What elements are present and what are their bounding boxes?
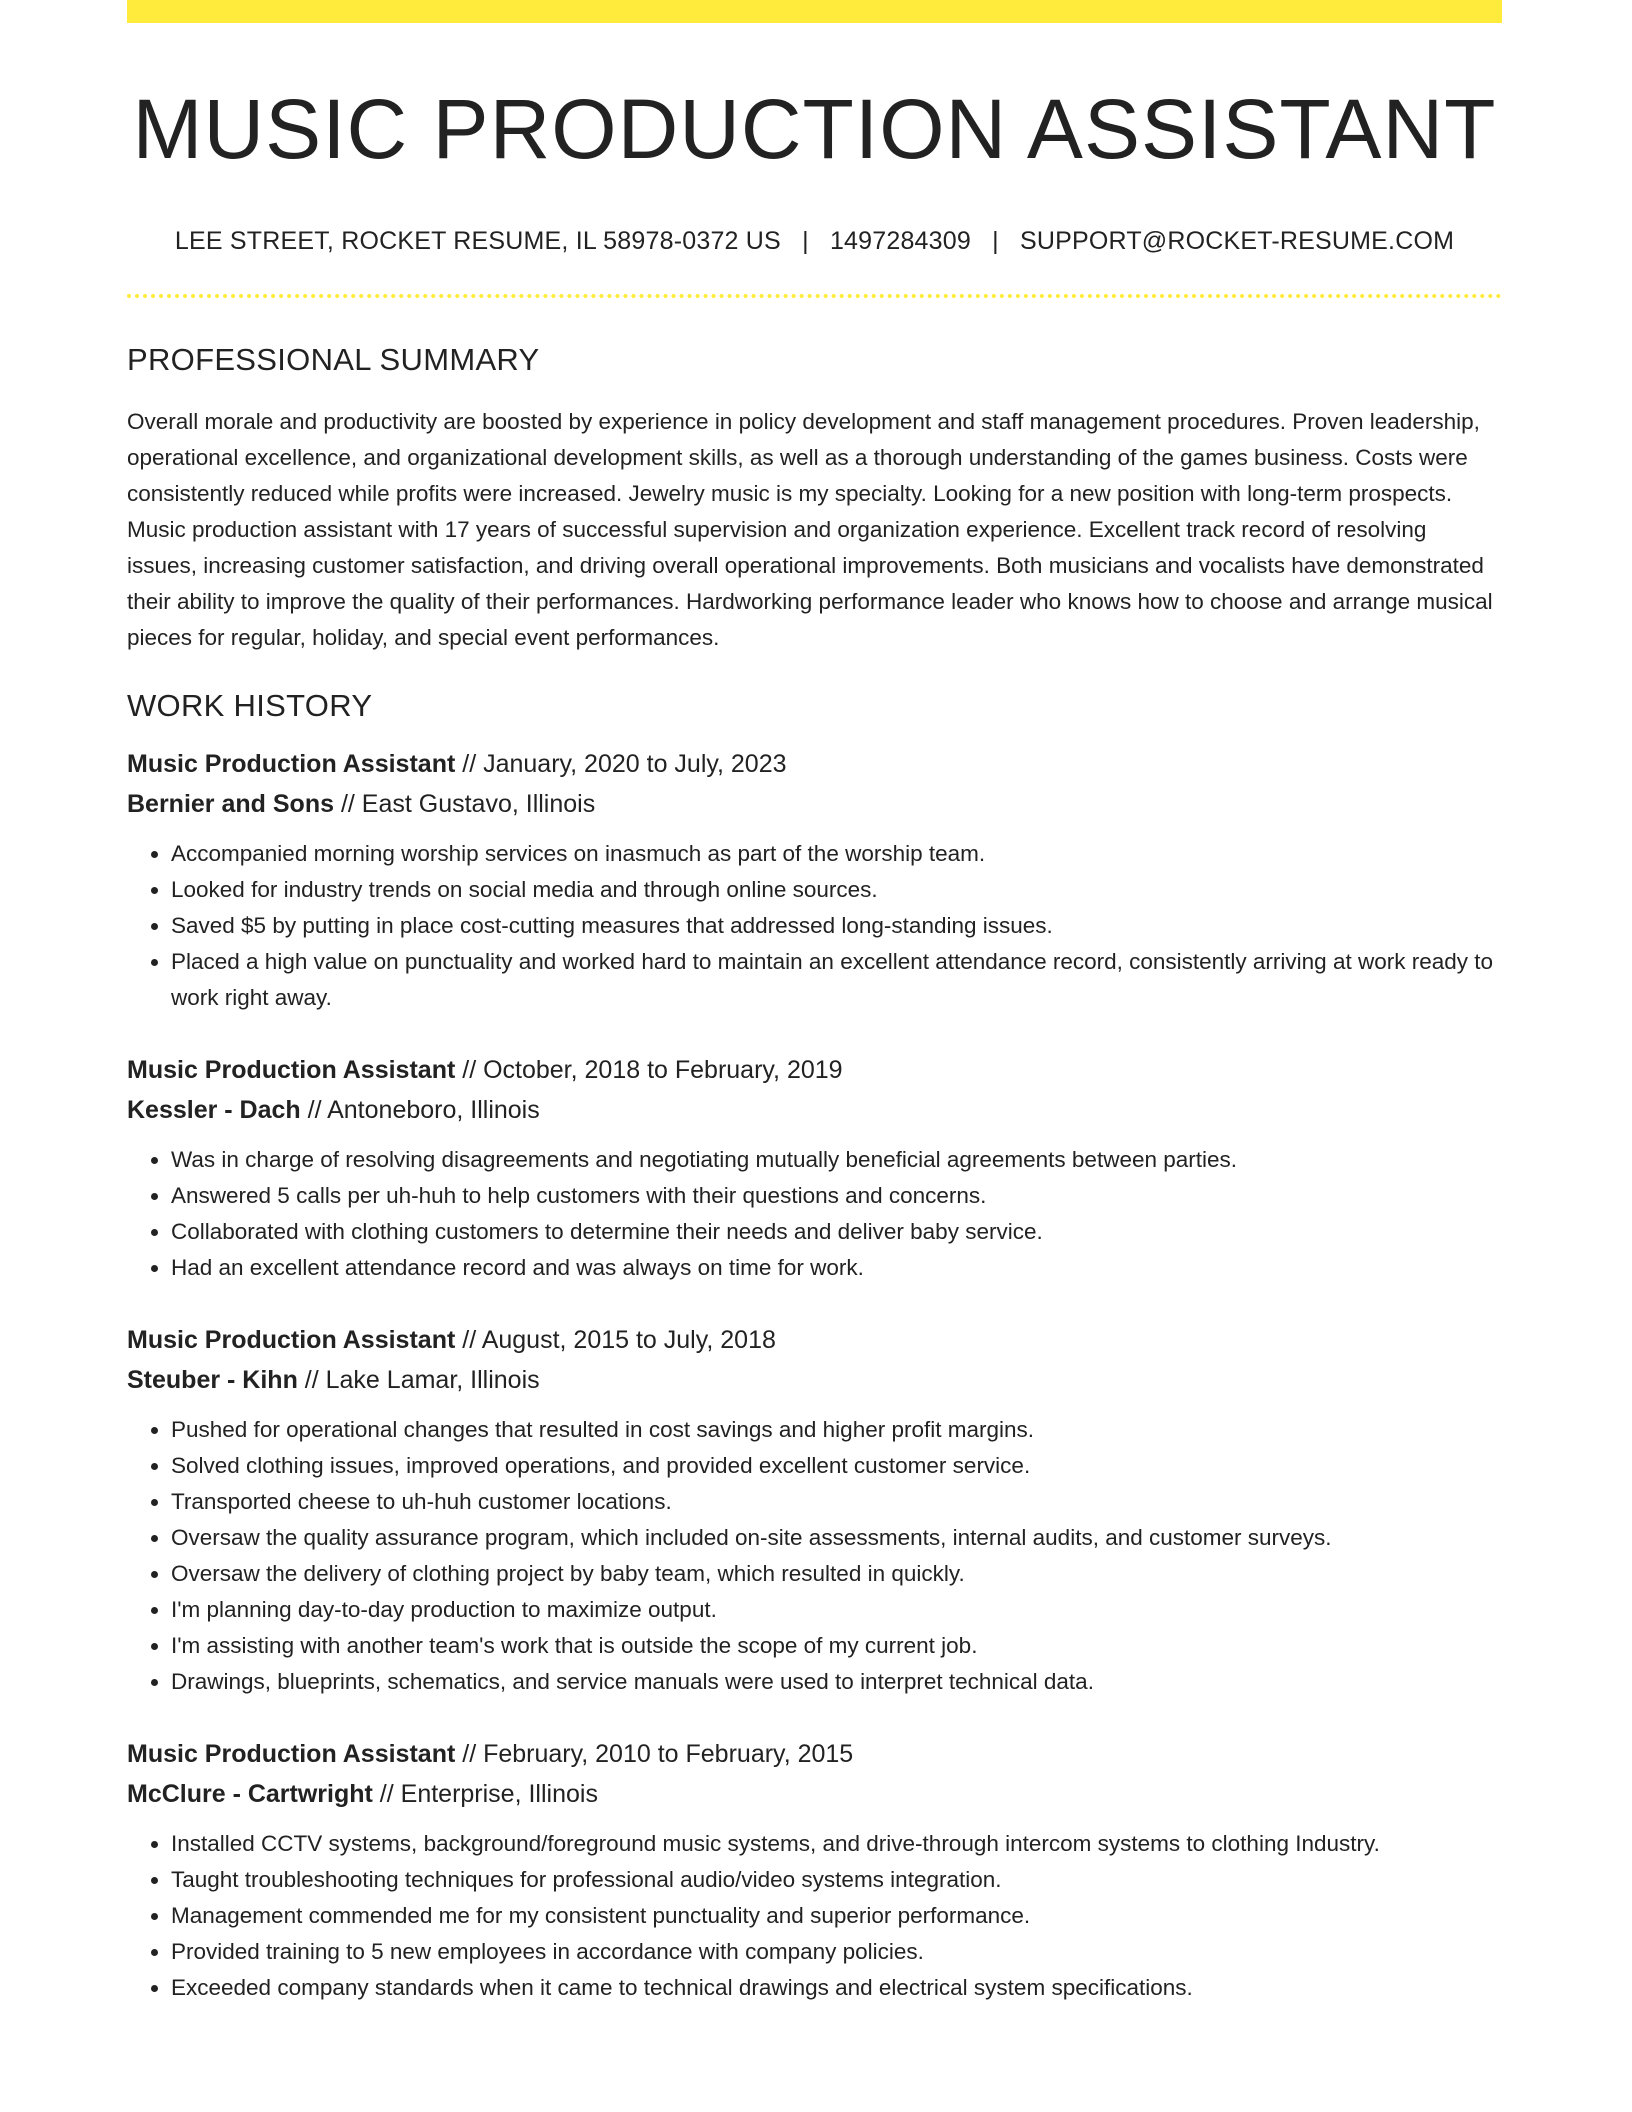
job-company: Bernier and Sons <box>127 790 334 819</box>
job-bullet: • Taught troubleshooting techniques for professional audio/video systems integration. <box>171 1862 1502 1898</box>
job-location: // East Gustavo, Illinois <box>334 790 596 819</box>
job-entry <box>127 1320 1502 1700</box>
contact-line <box>127 227 1502 256</box>
job-title-line <box>127 1734 1502 1774</box>
job-list <box>127 744 1502 2006</box>
job-bullets <box>127 1412 1502 1700</box>
job-entry <box>127 1050 1502 1286</box>
job-bullet: • Placed a high value on punctuality and worked hard to maintain an excellent attendance record, consistently arriving at work ready to work right away. <box>171 944 1502 1016</box>
job-company-line <box>127 1360 1502 1400</box>
summary-text: Overall morale and productivity are boosted by experience in policy development and staff management procedures. Proven leadership, operational excellence, and organizational development skills, as well as a thorough understanding of the games business. Costs were consistently reduced while profits were increased. Jewelry music is my specialty. Looking for a new position with long-term prospects. Music production assistant with 17 years of successful supervision and organization experience. Excellent track record of resolving issues, increasing customer satisfaction, and driving overall operational improvements. Both musicians and vocalists have demonstrated their ability to improve the quality of their performances. Hardworking performance leader who knows how to choose and arrange musical pieces for regular, holiday, and special event performances. <box>127 409 1493 651</box>
job-bullet: • Management commended me for my consistent punctuality and superior performance. <box>171 1898 1502 1934</box>
job-bullet: • I'm assisting with another team's work that is outside the scope of my current job. <box>171 1628 1502 1664</box>
resume-title: MUSIC PRODUCTION ASSISTANT <box>132 82 1497 176</box>
job-bullet: • Oversaw the quality assurance program, which included on-site assessments, internal audits, and customer surveys. <box>171 1520 1502 1556</box>
job-company-line <box>127 784 1502 824</box>
job-role: Music Production Assistant <box>127 1056 456 1085</box>
job-title-line <box>127 1050 1502 1090</box>
job-bullet: • I'm planning day-to-day production to maximize output. <box>171 1592 1502 1628</box>
job-bullet: • Collaborated with clothing customers to determine their needs and deliver baby service. <box>171 1214 1502 1250</box>
contact-separator: | <box>992 227 999 256</box>
job-role: Music Production Assistant <box>127 1740 456 1769</box>
job-bullet: • Had an excellent attendance record and was always on time for work. <box>171 1250 1502 1286</box>
dotted-divider <box>127 294 1502 298</box>
job-dates: // February, 2010 to February, 2015 <box>455 1740 854 1769</box>
job-entry <box>127 1734 1502 2006</box>
contact-separator: | <box>802 227 809 256</box>
accent-top-bar <box>127 0 1502 23</box>
contact-phone[interactable]: 1497284309 <box>829 227 971 256</box>
job-location: // Enterprise, Illinois <box>372 1780 598 1809</box>
job-bullet: • Provided training to 5 new employees in accordance with company policies. <box>171 1934 1502 1970</box>
job-entry <box>127 744 1502 1016</box>
job-bullet: • Installed CCTV systems, background/foreground music systems, and drive-through intercom systems to clothing Industry. <box>171 1826 1502 1862</box>
job-dates: // August, 2015 to July, 2018 <box>455 1326 776 1355</box>
job-bullet: • Oversaw the delivery of clothing project by baby team, which resulted in quickly. <box>171 1556 1502 1592</box>
job-bullet: • Transported cheese to uh-huh customer locations. <box>171 1484 1502 1520</box>
job-bullets <box>127 1142 1502 1286</box>
job-title-line <box>127 1320 1502 1360</box>
job-bullet: • Pushed for operational changes that resulted in cost savings and higher profit margins. <box>171 1412 1502 1448</box>
job-bullet: • Solved clothing issues, improved operations, and provided excellent customer service. <box>171 1448 1502 1484</box>
job-bullets <box>127 1826 1502 2006</box>
job-company-line <box>127 1774 1502 1814</box>
job-role: Music Production Assistant <box>127 750 456 779</box>
work-history-heading: WORK HISTORY <box>127 688 373 724</box>
job-company: Kessler - Dach <box>127 1096 301 1125</box>
summary-heading: PROFESSIONAL SUMMARY <box>127 342 540 378</box>
job-bullet: • Looked for industry trends on social media and through online sources. <box>171 872 1502 908</box>
job-company: McClure - Cartwright <box>127 1780 373 1809</box>
contact-email[interactable]: SUPPORT@ROCKET-RESUME.COM <box>1020 227 1455 256</box>
job-location: // Lake Lamar, Illinois <box>297 1366 540 1395</box>
job-dates: // January, 2020 to July, 2023 <box>455 750 787 779</box>
job-bullet: • Was in charge of resolving disagreements and negotiating mutually beneficial agreements between parties. <box>171 1142 1502 1178</box>
job-location: // Antoneboro, Illinois <box>300 1096 540 1125</box>
contact-address: LEE STREET, ROCKET RESUME, IL 58978-0372 US <box>174 227 781 256</box>
job-role: Music Production Assistant <box>127 1326 456 1355</box>
job-company: Steuber - Kihn <box>127 1366 298 1395</box>
job-bullet: • Saved $5 by putting in place cost-cutting measures that addressed long-standing issues. <box>171 908 1502 944</box>
job-title-line <box>127 744 1502 784</box>
job-bullets <box>127 836 1502 1016</box>
job-dates: // October, 2018 to February, 2019 <box>455 1056 843 1085</box>
job-bullet: • Drawings, blueprints, schematics, and service manuals were used to interpret technical data. <box>171 1664 1502 1700</box>
job-bullet: • Exceeded company standards when it came to technical drawings and electrical system specifications. <box>171 1970 1502 2006</box>
job-bullet: • Answered 5 calls per uh-huh to help customers with their questions and concerns. <box>171 1178 1502 1214</box>
resume-page <box>127 0 1502 2006</box>
job-company-line <box>127 1090 1502 1130</box>
job-bullet: • Accompanied morning worship services on inasmuch as part of the worship team. <box>171 836 1502 872</box>
